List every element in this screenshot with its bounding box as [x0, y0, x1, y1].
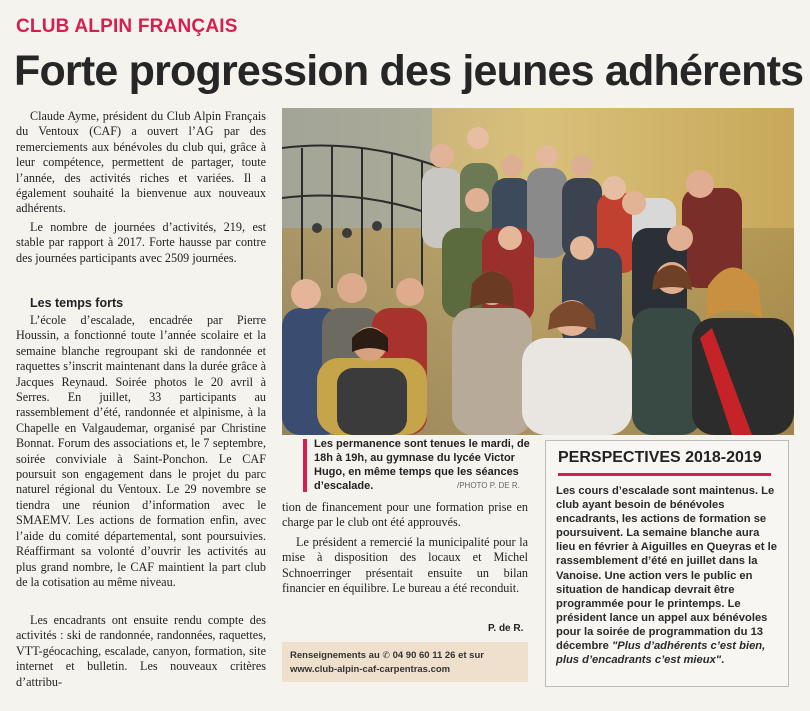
intro-paragraph: Claude Ayme, président du Club Alpin Français du Ventoux (CAF) a ouvert l’AG par des remerciements aux bénévoles du club qui, grâce à leur compétence, permettent de partager, toute l’année, des activités riches et variées. Il a également souhaité la bienvenue aux nouveaux adhérents.: [16, 109, 266, 216]
perspectives-end: .: [721, 654, 725, 667]
intro-column: [16, 109, 266, 266]
body-paragraph: Les encadrants ont ensuite rendu compte des activités : ski de randonnée, randonnées, raquettes, VTT-géocaching, escalade, canyon, formation, site internet et bulletin. Les nouveaux critères d’attribu-: [16, 613, 266, 689]
intro-paragraph: Le nombre de journées d’activités, 219, est stable par rapport à 2017. Forte hausse par contre des journées participants avec 2509 journées.: [16, 219, 266, 265]
group-photo: [282, 108, 794, 435]
section-title: Les temps forts: [30, 296, 124, 310]
continuation-column: [282, 500, 528, 596]
body-paragraph: L’école d’escalade, encadrée par Pierre Houssin, a fonctionné toute l’année scolaire et la semaine blanche regroupant ski de randonnée et raquettes s’inscrit maintenant dans la durée grâce à Jacques Reynaud. Soirée photos le 20 avril à Serres. En juillet, 33 participants au rassemblement d’été, randonnée et alpinisme, à la Chapelle en Valgaudemar, organisé par Christine Bonnat. Forum des associations et, le 7 septembre, soirée conviviale à Saint-Ponchon. Le CAF poursuit son engagement dans le projet du parc naturel régional du Ventoux. Le 29 novembre se tiendra une réunion d’information avec le SMAEMV. Les actions de formation enfin, avec l’aide du comité départemental, sont poursuivies. Réaffirmant sa volonté d’ouvrir les activités au plus grand nombre, le CAF maintient la part club de la cotisation au même niveau.: [16, 313, 266, 589]
section-kicker: CLUB ALPIN FRANÇAIS: [16, 16, 238, 37]
perspectives-body: [556, 484, 778, 667]
info-phone[interactable]: 04 90 60 11 26: [392, 650, 456, 661]
temps-forts-body: [16, 313, 266, 590]
perspectives-box: [545, 440, 789, 687]
info-box: [282, 642, 528, 682]
perspectives-title: PERSPECTIVES 2018-2019: [558, 449, 762, 466]
photo-caption: Les permanence sont tenues le mardi, de 18h à 19h, au gymnase du lycée Victor Hugo, en même temps que les séances d’escalade.: [314, 438, 530, 492]
group-photo-illustration: [282, 108, 794, 435]
body-paragraph: tion de financement pour une formation prise en charge par le club ont été approuvés.: [282, 500, 528, 530]
perspectives-quote: "Plus d’adhérents c’est bien, plus d’encadrants c’est mieux": [556, 640, 766, 667]
photo-credit: /PHOTO P. DE R.: [457, 481, 520, 490]
perspectives-text: Les cours d’escalade sont maintenus. Le club ayant besoin de bénévoles encadrants, les actions de formation se poursuivent. La semaine blanche aura lieu en février à Aiguilles en Queyras et le rassemblement d’été en juillet dans la Vanoise. Une action vers le public en situation de handicap devrait être programmée pour le printemps. Le président lance un appel aux bénévoles pour la soirée de programmation du 13 décembre: [556, 485, 777, 653]
temps-forts-body-2: [16, 613, 266, 690]
perspectives-divider: [558, 473, 771, 476]
caption-accent-bar: [303, 439, 307, 492]
info-label: Renseignements au: [290, 650, 380, 661]
body-paragraph: Le président a remercié la municipalité pour la mise à disposition des locaux et Michel Schnoerringer présentait ensuite un bilan financier en équilibre. Le bureau a été reconduit.: [282, 534, 528, 596]
author-signature: P. de R.: [488, 623, 524, 634]
info-connector: et sur: [458, 650, 484, 661]
info-website-link[interactable]: www.club-alpin-caf-carpentras.com: [290, 664, 451, 675]
article-headline: Forte progression des jeunes adhérents: [14, 47, 804, 95]
phone-icon: ✆: [382, 650, 390, 660]
